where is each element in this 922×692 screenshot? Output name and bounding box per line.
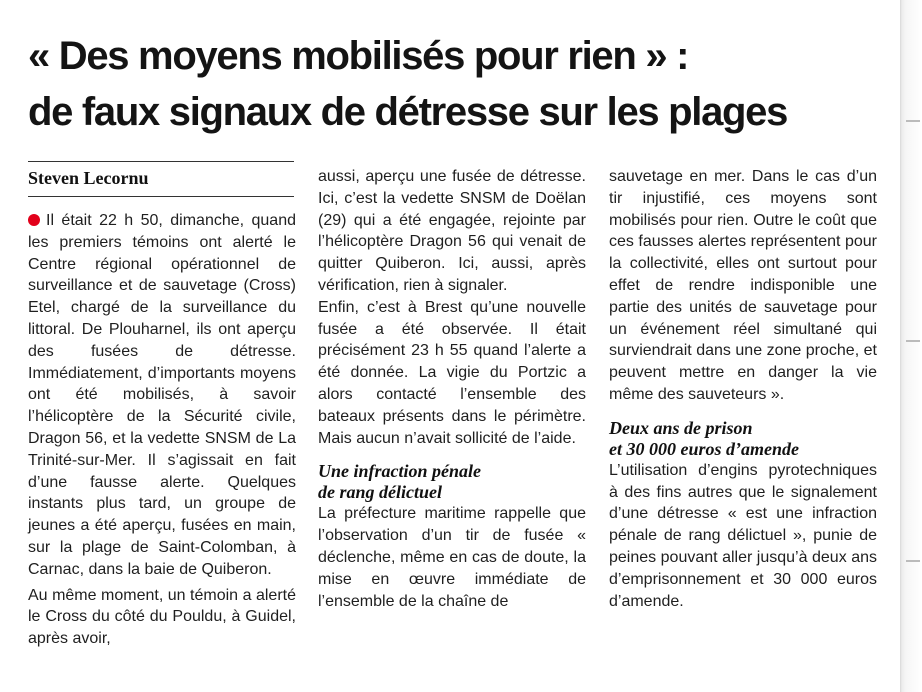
article-column-2: [318, 166, 586, 612]
subheading: [609, 418, 877, 460]
paragraph: Enfin, c’est à Brest qu’une nouvelle fusée a été observée. Il était précisément 23 h 55 quand l’alerte a été donnée. La vigie du Portzic a alors contacté l’ensemble des bateaux présents dans le périmètre. Mais aucun n’avait sollicité de l’aide.: [318, 298, 586, 447]
subheading-line-2: et 30 000 euros d’amende: [609, 438, 799, 459]
article-column-3: [609, 166, 877, 612]
paragraph: aussi, aperçu une fusée de détresse. Ici, c’est la vedette SNSM de Doëlan (29) qui a été engagée, rejointe par l’hélicoptère Dragon 56 qui venait de quitter Quiberon. Ici, aussi, après vérification, rien à signaler.: [318, 168, 586, 294]
headline-line-2: de faux signaux de détresse sur les plages: [28, 90, 788, 134]
subheading-line-1: Deux ans de prison: [609, 417, 753, 438]
subheading-line-1: Une infraction pénale: [318, 461, 482, 482]
edge-mark: [906, 560, 920, 562]
paragraph: La préfecture maritime rappelle que l’observation d’un tir de fusée « déclenche, même en cas de doute, la mise en œuvre immédiate de l’ensemble de la chaîne de: [318, 505, 586, 610]
edge-mark: [906, 120, 920, 122]
paragraph: L’utilisation d’engins pyrotechniques à des fins autres que le signalement d’une détresse « est une infraction pénale de rang délictuel », punie de peines pouvant aller jusqu’à deux ans d’emprisonnement et 30 000 euros d’amende.: [609, 461, 877, 610]
paragraph: sauvetage en mer. Dans le cas d’un tir injustifié, ces moyens sont mobilisés pour rien. Outre le coût que ces fausses alertes représentent pour la collectivité, elles ont surtout pour effet de rendre indisponible une partie des unités de sauvetage pour un événement réel simultané qui surviendrait dans une zone proche, et peuvent mettre en danger la vie même des sauveteurs ».: [609, 168, 877, 403]
byline: Steven Lecornu: [28, 168, 149, 188]
article-column-1: [28, 210, 296, 650]
subheading-line-2: de rang délictuel: [318, 482, 442, 503]
bullet-dot-icon: [28, 214, 40, 226]
paragraph: Au même moment, un témoin a alerté le Cross du côté du Pouldu, à Guidel, après avoir,: [28, 586, 296, 648]
byline-bottom-rule: [28, 196, 294, 197]
paragraph: [28, 210, 296, 581]
subheading: [318, 461, 586, 503]
headline: [28, 28, 898, 140]
lead-paragraph-text: Il était 22 h 50, dimanche, quand les premiers témoins ont alerté le Centre régional opérationnel de surveillance et de sauvetage (Cross) Etel, chargé de la surveillance du littoral. De Plouharnel, ils ont aperçu des fusées de détresse. Immédiatement, d’importants moyens ont été mobilisés, à savoir l’hélicoptère de la Sécurité civile, Dragon 56, et la vedette SNSM de La Trinité-sur-Mer. Il s’agissait en fait d’une fausse alerte. Quelques instants plus tard, un groupe de jeunes a été aperçu, fusées en main, sur la plage de Saint-Colomban, à Carnac, dans la baie de Quiberon.: [28, 212, 296, 578]
edge-mark: [906, 340, 920, 342]
byline-top-rule: [28, 161, 294, 162]
headline-line-1: « Des moyens mobilisés pour rien » :: [28, 34, 689, 78]
adjacent-page-edge: [900, 0, 922, 692]
